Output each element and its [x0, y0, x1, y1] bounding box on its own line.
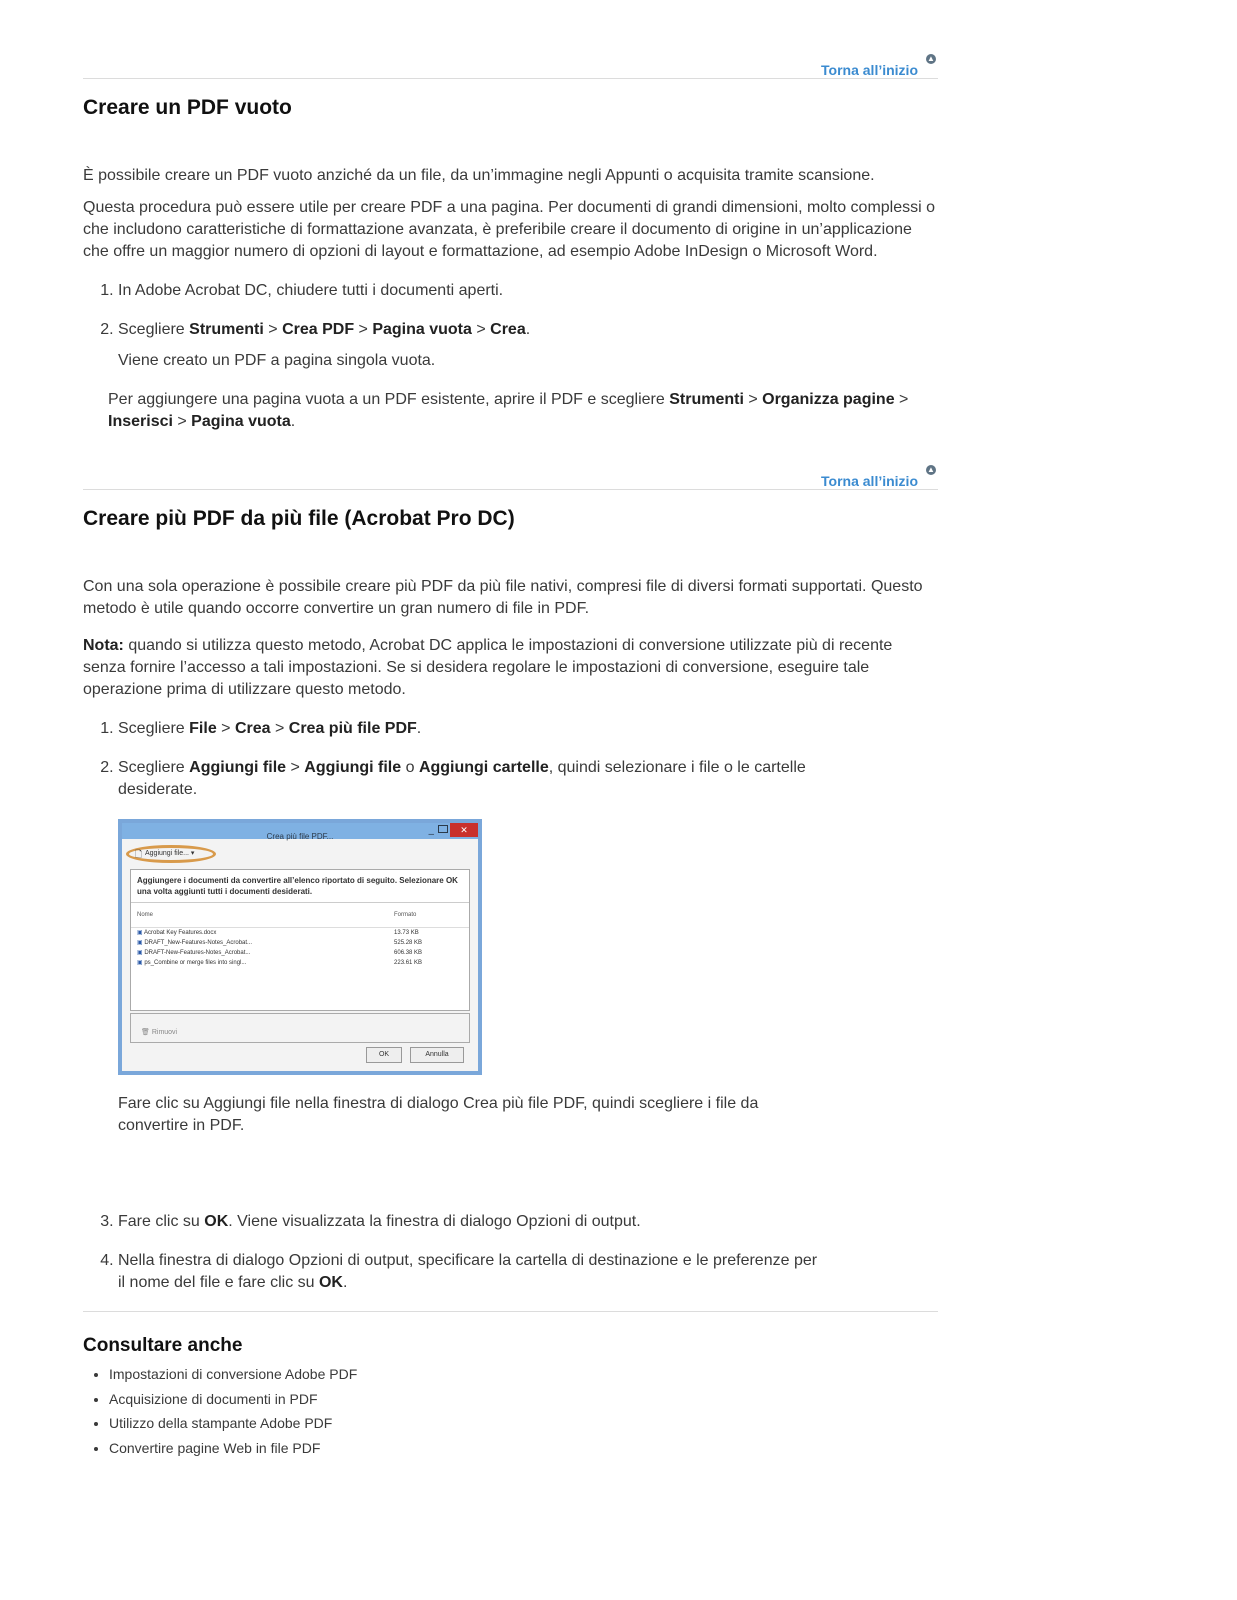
- see-also-link[interactable]: Utilizzo della stampante Adobe PDF: [109, 1415, 333, 1431]
- dialog-instructions: Aggiungere i documenti da convertire all’elenco riportato di seguito. Selezionare OK una volta aggiunti tutti i documenti desiderati.: [131, 870, 469, 903]
- note-paragraph: Nota: quando si utilizza questo metodo, Acrobat DC applica le impostazioni di conversione utilizzate più di recente senza fornire l’accesso a tali impostazioni. Se si desidera regolare le impostazioni di conversione, eseguire tale operazione prima di utilizzare questo metodo.: [83, 637, 893, 698]
- file-list-panel: [130, 869, 470, 1011]
- column-header-name: Nome: [131, 903, 388, 928]
- remove-button: 🗑 Rimuovi: [130, 1013, 470, 1043]
- back-to-top-link[interactable]: Torna all’inizio: [821, 62, 918, 78]
- maximize-icon: [438, 825, 448, 833]
- section-body-blank-pdf: [83, 165, 938, 433]
- list-item: [109, 1362, 938, 1387]
- paragraph: Questa procedura può essere utile per creare PDF a una pagina. Per documenti di grandi dimensioni, molto complessi o che includono caratteristiche di formattazione avanzata, è preferibile creare il documento di origine in un’applicazione che offre un maggior numero di opzioni di layout e formattazione, ad esempio Adobe InDesign o Microsoft Word.: [83, 199, 936, 260]
- word-file-icon: ▣: [137, 960, 143, 966]
- back-to-top-bar: [83, 433, 938, 490]
- section-title-multiple-pdf: Creare più PDF da più file (Acrobat Pro DC): [83, 507, 515, 530]
- figure-caption: Fare clic su Aggiungi file nella finestra di dialogo Crea più file PDF, quindi scegliere i file da convertire in PDF.: [118, 1095, 759, 1134]
- see-also-link[interactable]: Convertire pagine Web in file PDF: [109, 1439, 321, 1456]
- add-files-button: 🗋 Aggiungi file... ▾: [126, 845, 216, 863]
- arrow-up-icon[interactable]: ▲: [927, 54, 935, 63]
- see-also-title: Consultare anche: [83, 1335, 243, 1356]
- see-also-link[interactable]: Impostazioni di conversione Adobe PDF: [109, 1366, 358, 1382]
- back-to-top-bar: [83, 0, 938, 79]
- file-table: [131, 903, 469, 968]
- ok-button: OK: [366, 1047, 402, 1063]
- document-icon: 🗋: [135, 849, 143, 859]
- close-icon: ✕: [450, 823, 478, 837]
- see-also-list: [83, 1362, 938, 1460]
- arrow-up-icon[interactable]: ▲: [927, 465, 935, 474]
- list-item: 1. In Adobe Acrobat DC, chiudere tutti i documenti aperti.: [118, 280, 938, 302]
- step-result: Viene creato un PDF a pagina singola vuota.: [118, 352, 436, 369]
- list-item: [109, 1387, 938, 1412]
- list-item: 2. Scegliere Aggiungi file > Aggiungi file o Aggiungi cartelle, quindi selezionare i file o le cartelle desiderate. Crea più file PDF... – ✕ 🗋 Aggiungi file... ▾ Aggiungere i documenti da convertire all’elenco riportato di seguito. Selezionare OK una volta aggiunti tutti i documenti desiderati. Nome Formato ▣ Acrobat Key Features.docx 13.73 KB ▣ DRAFT_New-Features-Notes_Acrobat... 525.28 KB ▣ DRAFT-New-Features-Notes_Acrobat... 606.38 KB ▣ ps_Combine or merge files into singl... 223.61 KB 🗑 Rimuovi OK Annulla Fare clic su Aggiungi file nella finestra di dialogo Crea più file PDF, quindi scegliere i file da convertire in PDF.: [118, 757, 818, 1137]
- list-item: [109, 1436, 938, 1461]
- list-item: 1. Scegliere File > Crea > Crea più file PDF.: [118, 718, 818, 740]
- paragraph: Con una sola operazione è possibile creare più PDF da più file nativi, compresi file di diversi formati supportati. Questo metodo è utile quando occorre convertire un gran numero di file in PDF.: [83, 578, 923, 617]
- back-to-top-link[interactable]: Torna all’inizio: [821, 473, 918, 489]
- paragraph: È possibile creare un PDF vuoto anziché da un file, da un’immagine negli Appunti o acquisita tramite scansione.: [83, 167, 875, 184]
- table-row: ▣ Acrobat Key Features.docx 13.73 KB: [137, 930, 419, 936]
- column-header-format: Formato: [388, 903, 469, 928]
- divider: [83, 1311, 938, 1312]
- list-item: 3. Fare clic su OK. Viene visualizzata la finestra di dialogo Opzioni di output.: [118, 1211, 818, 1233]
- minimize-icon: –: [428, 829, 434, 840]
- steps-list: [83, 280, 938, 372]
- table-row: ▣ DRAFT_New-Features-Notes_Acrobat... 525.28 KB: [137, 940, 423, 946]
- list-item: 2. Scegliere Strumenti > Crea PDF > Pagina vuota > Crea. Viene creato un PDF a pagina singola vuota.: [118, 319, 938, 372]
- cancel-button: Annulla: [410, 1047, 464, 1063]
- dialog-title: Crea più file PDF...: [266, 832, 334, 841]
- word-file-icon: ▣: [137, 930, 143, 936]
- section-body-multiple-pdf: [83, 576, 938, 1294]
- list-item: [109, 1411, 938, 1436]
- note-label: Nota:: [83, 637, 124, 654]
- dialog-titlebar: [122, 823, 478, 839]
- note-paragraph: Per aggiungere una pagina vuota a un PDF esistente, aprire il PDF e scegliere Strumenti > Organizza pagine > Inserisci > Pagina vuota.: [108, 391, 909, 430]
- dialog-screenshot: [118, 819, 482, 1075]
- table-row: ▣ ps_Combine or merge files into singl... 223.61 KB: [137, 960, 423, 966]
- word-file-icon: ▣: [137, 950, 143, 956]
- table-row: ▣ DRAFT-New-Features-Notes_Acrobat... 606.38 KB: [137, 950, 423, 956]
- see-also-link[interactable]: Acquisizione di documenti in PDF: [109, 1390, 318, 1407]
- word-file-icon: ▣: [137, 940, 143, 946]
- list-item: 4. Nella finestra di dialogo Opzioni di output, specificare la cartella di destinazione e le preferenze per il nome del file e fare clic su OK.: [118, 1250, 818, 1294]
- page-content: [83, 0, 938, 1460]
- steps-list: [83, 718, 818, 1294]
- section-title-blank-pdf: Creare un PDF vuoto: [83, 96, 292, 119]
